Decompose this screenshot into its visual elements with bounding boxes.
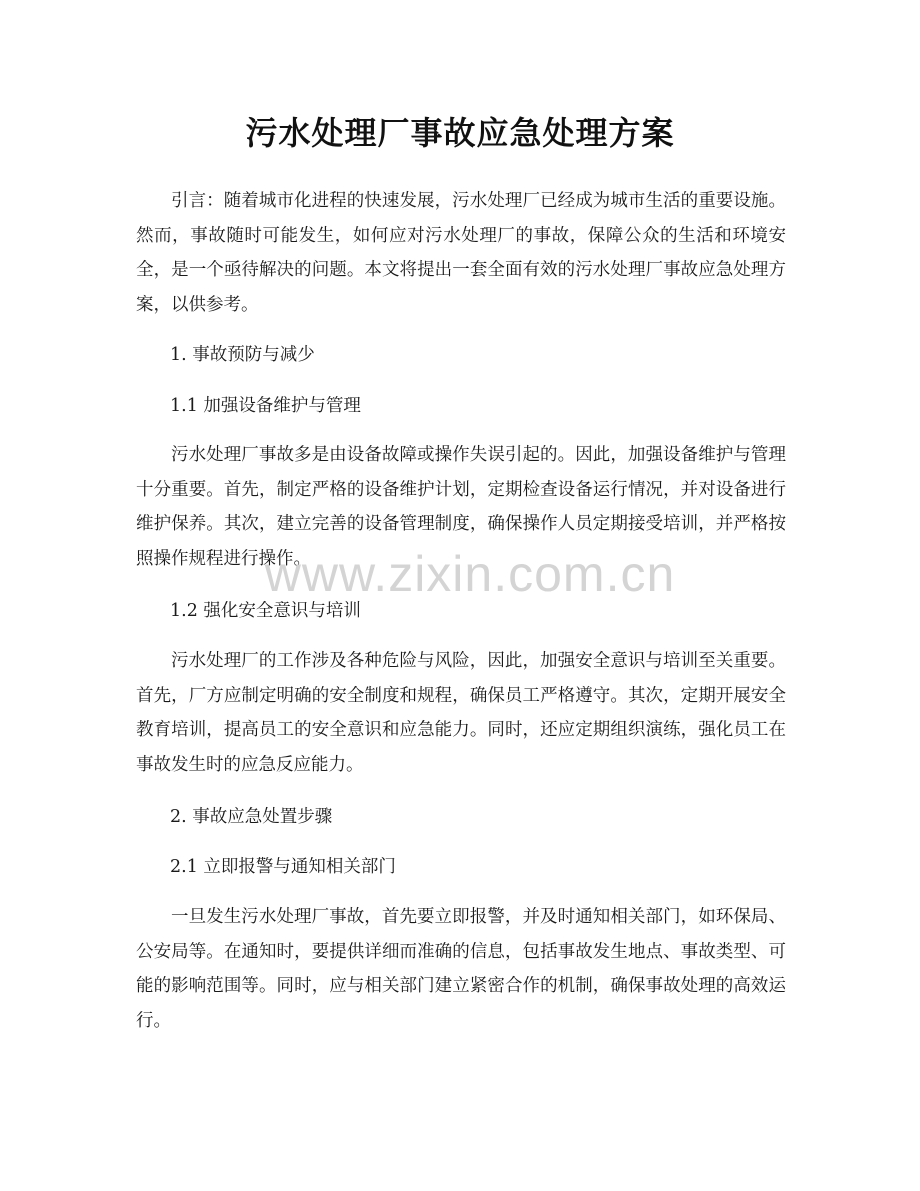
section-1-1-body: 污水处理厂事故多是由设备故障或操作失误引起的。因此，加强设备维护与管理十分重要。首先，制定严格的设备维护计划，定期检查设备运行情况，并对设备进行维护保养。其次，建立完善的设备管理制度，确保操作人员定期接受培训，并严格按照操作规程进行操作。	[136, 445, 786, 569]
section-1-heading: 1. 事故预防与减少	[170, 345, 315, 365]
intro-paragraph: 引言：随着城市化进程的快速发展，污水处理厂已经成为城市生活的重要设施。然而，事故随时可能发生，如何应对污水处理厂的事故，保障公众的生活和环境安全，是一个亟待解决的问题。本文将提出一套全面有效的污水处理厂事故应急处理方案，以供参考。	[136, 191, 786, 315]
section-1-2-heading: 1.2 强化安全意识与培训	[170, 601, 361, 621]
section-2-heading: 2. 事故应急处置步骤	[170, 807, 333, 827]
section-2-1-heading: 2.1 立即报警与通知相关部门	[170, 857, 396, 877]
section-2-1-body: 一旦发生污水处理厂事故，首先要立即报警，并及时通知相关部门，如环保局、公安局等。在通知时，要提供详细而准确的信息，包括事故发生地点、事故类型、可能的影响范围等。同时，应与相关部门建立紧密合作的机制，确保事故处理的高效运行。	[136, 907, 786, 1031]
section-1-1-heading: 1.1 加强设备维护与管理	[170, 396, 361, 416]
page-title: 污水处理厂事故应急处理方案	[245, 114, 675, 152]
section-1-2-body: 污水处理厂的工作涉及各种危险与风险，因此，加强安全意识与培训至关重要。首先，厂方应制定明确的安全制度和规程，确保员工严格遵守。其次，定期开展安全教育培训，提高员工的安全意识和应急能力。同时，还应定期组织演练，强化员工在事故发生时的应急反应能力。	[136, 651, 786, 775]
watermark: www.zixin.com.cn	[264, 546, 676, 602]
